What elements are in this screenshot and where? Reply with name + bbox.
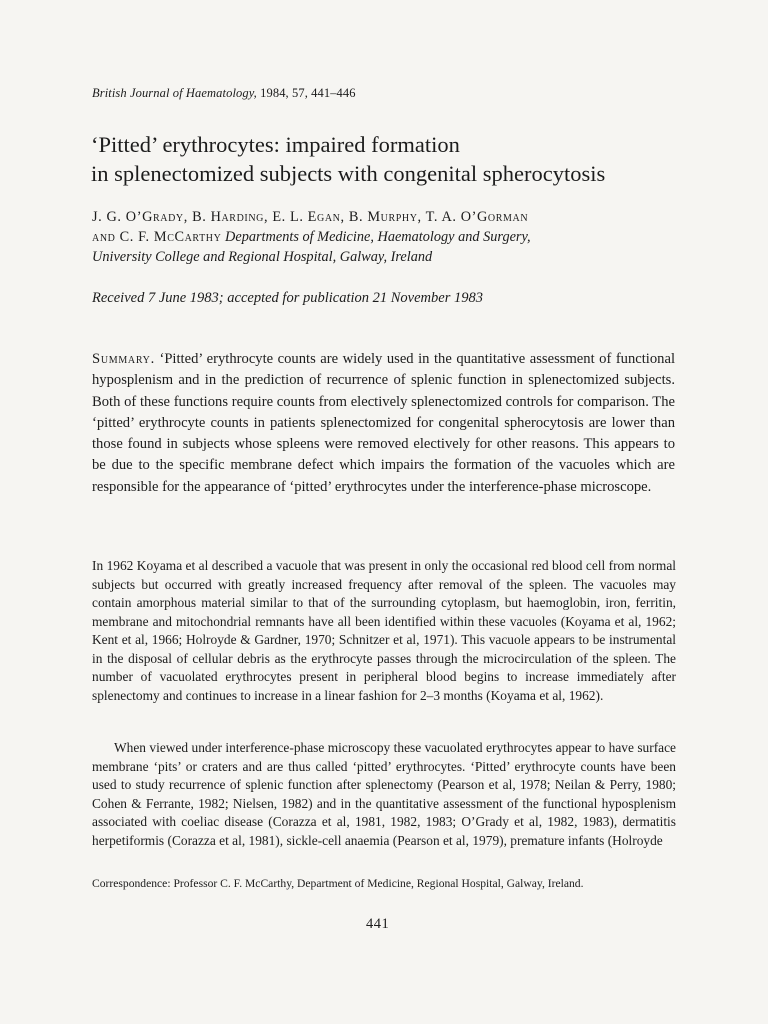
page-number: 441 bbox=[366, 916, 390, 932]
affiliation-part-2: University College and Regional Hospital, Galway, Ireland bbox=[92, 249, 433, 265]
author-names-line-1: J. G. O’Grady, B. Harding, E. L. Egan, B. Murphy, T. A. O’Gorman bbox=[92, 209, 529, 225]
article-title bbox=[91, 130, 711, 188]
body-paragraph-2: When viewed under interference-phase microscopy these vacuolated erythrocytes appear to have surface membrane ‘pits’ or craters and are thus called ‘pitted’ erythrocytes. ‘Pitted’ erythrocyte counts have been used to study recurrence of splenic function after splenectomy (Pearson et al, 1978; Neilan & Perry, 1980; Cohen & Ferrante, 1982; Nielsen, 1982) and in the quantitative assessment of the functional hyposplenism associated with coeliac disease (Corazza et al, 1981, 1982, 1983; O’Grady et al, 1982, 1983), dermatitis herpetiformis (Corazza et al, 1981), sickle-cell anaemia (Pearson et al, 1979), premature infants (Holroyde bbox=[92, 740, 676, 848]
author-names-line-2: and C. F. McCarthy bbox=[92, 229, 222, 245]
correspondence-footnote: Correspondence: Professor C. F. McCarthy, Department of Medicine, Regional Hospital, Galway, Ireland. bbox=[92, 877, 584, 890]
journal-name: British Journal of Haematology, bbox=[92, 86, 257, 100]
journal-volume-pages: 1984, 57, 441–446 bbox=[260, 86, 356, 100]
author-line-2 bbox=[92, 227, 692, 247]
received-dates: Received 7 June 1983; accepted for publication 21 November 1983 bbox=[92, 290, 483, 306]
article-title-line-2: in splenectomized subjects with congenital spherocytosis bbox=[91, 161, 606, 186]
journal-citation bbox=[92, 86, 356, 101]
summary-text: ‘Pitted’ erythrocyte counts are widely used in the quantitative assessment of functional hyposplenism and in the prediction of recurrence of splenic function in splenectomized subjects. Both of these functions require counts from electively splenectomized controls for comparison. The ‘pitted’ erythrocyte counts in patients splenectomized for congenital spherocytosis are lower than those found in subjects whose spleens were removed electively for other reasons. This appears to be due to the specific membrane defect which impairs the formation of the vacuoles which are responsible for the appearance of ‘pitted’ erythrocytes under the interference-phase microscope. bbox=[92, 351, 675, 495]
article-title-line-1: ‘Pitted’ erythrocytes: impaired formation bbox=[91, 132, 460, 157]
body-paragraph-1: In 1962 Koyama et al described a vacuole that was present in only the occasional red blood cell from normal subjects but occurred with greatly increased frequency after removal of the spleen. The vacuoles may contain amorphous material similar to that of the surrounding cytoplasm, but haemoglobin, iron, ferritin, membrane and mitochondrial remnants have all been identified within these vacuoles (Koyama et al, 1962; Kent et al, 1966; Holroyde & Gardner, 1970; Schnitzer et al, 1971). This vacuole appears to be instrumental in the disposal of cellular debris as the erythrocyte passes through the microcirculation of the spleen. The number of vacuolated erythrocytes present in peripheral blood begins to increase immediately after splenectomy and continues to increase in a linear fashion for 2–3 months (Koyama et al, 1962). bbox=[92, 558, 676, 703]
author-block bbox=[92, 207, 692, 267]
summary-label: Summary. bbox=[92, 351, 155, 367]
affiliation-part-1: Departments of Medicine, Haematology and Surgery, bbox=[221, 229, 531, 245]
summary-paragraph bbox=[92, 349, 675, 498]
